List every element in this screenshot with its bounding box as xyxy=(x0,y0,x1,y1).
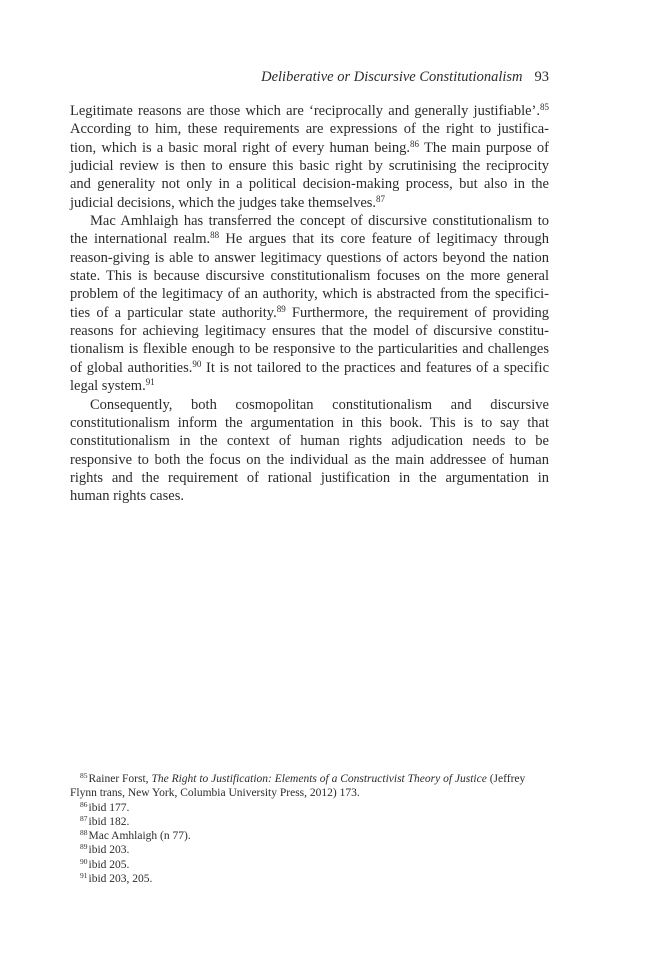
footnote-reference[interactable]: 90 xyxy=(192,358,202,369)
text-line: reason-giving is able to answer legitimacy questions of actors beyond the nation xyxy=(70,249,549,266)
text-line: rights and the requirement of rational justification in the argumentation in xyxy=(70,469,549,486)
text-line: reasons for achieving legitimacy ensures that the model of discursive constitu- xyxy=(70,323,549,340)
footnote-reference[interactable]: 91 xyxy=(145,377,155,388)
book-page xyxy=(70,0,549,975)
text-line: Mac Amhlaigh has transferred the concept of discursive constitutionalism to xyxy=(90,213,549,230)
cited-work-title: The Right to Justification: Elements of a Constructivist Theory of Justice xyxy=(151,773,487,785)
text-line: human rights cases. xyxy=(70,488,184,505)
footnote-87: $^{87}$ibid 182. xyxy=(80,813,130,828)
footnote-reference[interactable]: 88 xyxy=(210,230,220,241)
text-line: the international realm.$^{88}$ He argues that its core feature of legitimacy through xyxy=(70,230,549,248)
text-line: According to him, these requirements are expressions of the right to justifica- xyxy=(70,121,549,138)
footnote-number: 89 xyxy=(80,842,88,852)
footnote-85-continuation: Flynn trans, New York, Columbia University Press, 2012) 173. xyxy=(70,787,360,800)
text-line: judicial review is then to ensure this basic right by scrutinising the reciprocity xyxy=(70,158,549,175)
text-line: tion, which is a basic moral right of every human being.$^{86}$ The main purpose of xyxy=(70,138,549,156)
text-line: and generality not only in a political decision-making process, but also in the xyxy=(70,176,549,193)
text-line: problem of the legitimacy of an authority, which is abstracted from the specifici- xyxy=(70,286,549,303)
text-line: legal system.$^{91}$ xyxy=(70,377,155,395)
footnote-number: 91 xyxy=(80,871,88,881)
text-line: tionalism is flexible enough to be responsive to the particularities and challenges xyxy=(70,341,549,358)
footnote-number: 87 xyxy=(80,813,88,823)
running-header-title: Deliberative or Discursive Constitutionalism xyxy=(261,69,523,85)
footnote-reference[interactable]: 89 xyxy=(276,303,286,314)
page-number: 93 xyxy=(534,69,549,85)
text-line: Consequently, both cosmopolitan constitutionalism and discursive xyxy=(90,396,549,413)
text-line: state. This is because discursive constitutionalism focuses on the more general xyxy=(70,268,549,285)
footnote-number: 86 xyxy=(80,799,88,809)
footnote-88: $^{88}$Mac Amhlaigh (n 77). xyxy=(80,828,191,843)
text-line: ties of a particular state authority.$^{89}$ Furthermore, the requirement of providing xyxy=(70,303,549,321)
text-line: constitutionalism in the context of human rights adjudication needs to be xyxy=(70,433,549,450)
body-text xyxy=(70,102,549,506)
footnotes xyxy=(70,772,549,886)
footnote-number: 90 xyxy=(80,856,88,866)
footnote-91: $^{91}$ibid 203, 205. xyxy=(80,871,153,886)
footnote-number: 85 xyxy=(80,771,88,780)
footnote-86: $^{86}$ibid 177. xyxy=(80,799,130,814)
text-line: judicial decisions, which the judges take themselves.$^{87}$ xyxy=(70,193,386,211)
footnote-reference[interactable]: 86 xyxy=(410,138,420,149)
footnote-90: $^{90}$ibid 205. xyxy=(80,856,130,871)
text-line: Legitimate reasons are those which are ‘reciprocally and generally justifiable’.$^{85}$ xyxy=(70,102,549,119)
footnote-85: $^{85}$Rainer Forst, The Right to Justification: Elements of a Constructivist Theory of Justice (Jeffrey xyxy=(80,771,526,785)
footnote-reference[interactable]: 85 xyxy=(540,102,549,112)
footnote-number: 88 xyxy=(80,828,88,838)
footnote-reference[interactable]: 87 xyxy=(376,193,386,204)
footnote-89: $^{89}$ibid 203. xyxy=(80,842,130,857)
text-line: of global authorities.$^{90}$ It is not tailored to the practices and features of a specific xyxy=(70,358,550,376)
running-header xyxy=(261,68,549,86)
text-line: constitutionalism inform the argumentation in this book. This is to say that xyxy=(70,414,549,431)
text-line: responsive to both the focus on the individual as the main addressee of human xyxy=(70,451,549,468)
